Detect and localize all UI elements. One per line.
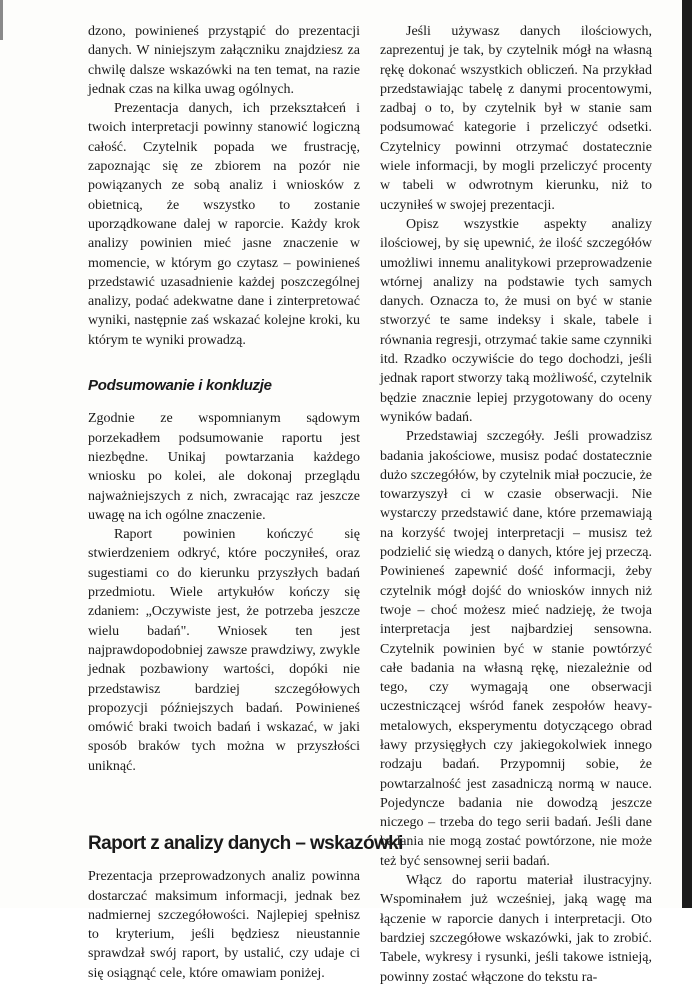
right-paragraph-3: Przedstawiaj szczegóły. Jeśli prowadzisz badania jakościowe, musisz podać dostatecznie dużo szczegółów, by czytelnik miał poczucie, że towarzyszył ci w czasie obserwacji. Nie wystarczy przedstawić dane, które przemawiają na korzyść twojej interpretacji – musisz też podzielić się wiedzą o danych, które jej przeczą. Powinieneś zapewnić dość informacji, żeby czytelnik mógł dojść do wniosków innych niż twoje – choć możesz mieć nadzieję, że twoja interpretacja jest najbardziej sensowna. Czytelnik powinien być w stanie powtórzyć całe badania na własną rękę, niezależnie od tego, czy wymagają one obserwacji uczestniczącej wśród fanek zespołów heavy-metalowych, eksperymentu dotyczącego obrad ławy przysięgłych czy jakiegokolwiek innego rodzaju badań. Przypomnij sobie, że powtarzalność jest zasadniczą normą w nauce. Pojedyncze badania nie dowodzą jeszcze niczego – trzeba do tego serii badań. Jeśli dane badania nie mogą zostać powtórzone, nie może też być sensownej serii badań.	[380, 429, 652, 869]
left-paragraph-1: dzono, powinieneś przystąpić do prezentacji danych. W niniejszym załączniku znajdziesz za chwilę dalsze wskazówki na ten temat, na razie jednak czas na kilka uwag ogólnych.	[88, 24, 360, 97]
book-spine-edge	[682, 0, 692, 908]
subheading-summary: Podsumowanie i konkluzje	[88, 377, 272, 395]
right-column	[380, 22, 652, 987]
section-heading: Raport z analizy danych – wskazówki	[88, 832, 403, 854]
right-paragraph-4: Włącz do raportu materiał ilustracyjny. Wspominałem już wcześniej, jaką wagę ma łączenie w raporcie danych i interpretacji. Oto bardziej szczegółowe wskazówki, jak to zrobić. Tabele, wykresy i rysunki, jeśli takowe istnieją, powinny zostać włączone do tekstu ra-	[380, 873, 652, 985]
left-paragraph-3: Zgodnie ze wspomnianym sądowym porzekadłem podsumowanie raportu jest niezbędne. Unikaj powtarzania każdego wniosku po kolei, ale dokonaj przeglądu najważniejszych z nich, zwracając raz jeszcze uwagę na ich ogólne znaczenie.	[88, 411, 360, 523]
left-column	[88, 22, 403, 983]
right-paragraph-1: Jeśli używasz danych ilościowych, zaprezentuj je tak, by czytelnik mógł na własną rękę dokonać wszystkich obliczeń. Na przykład przedstawiając tabelę z danymi procentowymi, zadbaj o to, by czytelnik był w stanie sam podsumować kategorie i przeliczyć odsetki. Czytelnicy powinni otrzymać dostatecznie wiele informacji, by mogli przeliczyć procenty w tabeli w odwrotnym kierunku, niż to uczyniłeś w swojej prezentacji.	[380, 24, 652, 213]
right-paragraph-2: Opisz wszystkie aspekty analizy ilościowej, by się upewnić, że ilość szczegółów umożliwi innemu analitykowi przeprowadzenie wtórnej analizy na podstawie tych samych danych. Oznacza to, że musi on być w stanie stworzyć te same indeksy i skale, tabele i równania regresji, otrzymać takie same czynniki itd. Rzadko oczywiście do tego dochodzi, jeśli jednak raport stworzy taką możliwość, czytelnik będzie znacznie lepiej przygotowany do oceny wyników badań.	[380, 216, 652, 425]
left-paragraph-4: Raport powinien kończyć się stwierdzeniem odkryć, które poczyniłeś, oraz sugestiami co do kierunku przyszłych badań przedmiotu. Wiele artykułów kończy się zdaniem: „Oczywiste jest, że potrzeba jeszcze wielu badań". Wniosek ten jest najprawdopodobniej zawsze prawdziwy, zwykle jednak pozbawiony wartości, dopóki nie przedstawisz bardziej szczegółowych propozycji późniejszych badań. Powinieneś omówić braki twoich badań i wskazać, w jaki sposób braków tych można w przyszłości uniknąć.	[88, 527, 360, 774]
page-edge-mark	[0, 0, 3, 40]
left-paragraph-5: Prezentacja przeprowadzonych analiz powinna dostarczać maksimum informacji, jednak bez nadmiernej szczegółowości. Najlepiej spełnisz to kryterium, jeśli będziesz nieustannie sprawdzał swój raport, by ustalić, czy udaje ci się osiągnąć cele, które omawiam poniżej.	[88, 869, 360, 981]
left-paragraph-2: Prezentacja danych, ich przekształceń i twoich interpretacji powinny stanowić logiczną całość. Czytelnik popada we frustrację, zapoznając się ze zbiorem na pozór nie powiązanych ze sobą analiz i wniosków z obietnicą, że wszystko to zostanie uporządkowane dalej w raporcie. Każdy krok analizy powinien mieć jasne znaczenie w momencie, w którym go czytasz – powinieneś przedstawić uzasadnienie każdej poszczególnej analizy, podać adekwatne dane i zinterpretować wyniki, następnie zaś wskazać kolejne kroki, ku którym te wyniki prowadzą.	[88, 101, 360, 348]
